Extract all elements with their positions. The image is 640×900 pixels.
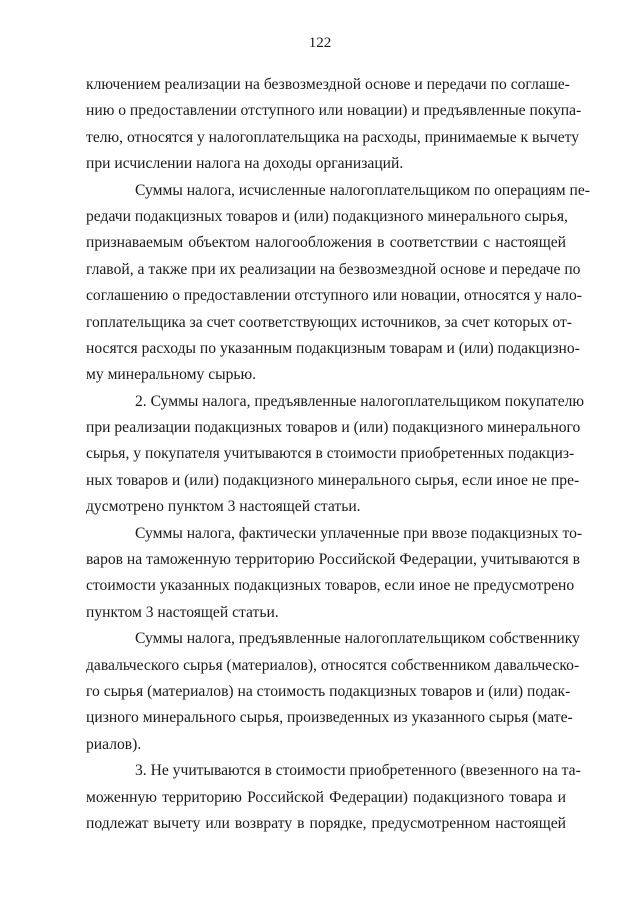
paragraph [86, 758, 581, 837]
text-line: Суммы налога, исчисленные налогоплательщиком по операциям пе- [135, 181, 590, 199]
text-line: давальческого сырья (материалов), относятся собственником давальческо- [86, 656, 580, 674]
text-line: варов на таможенную территорию Российской Федерации, учитываются в [86, 551, 580, 569]
text-line: редачи подакцизных товаров и (или) подакцизного минерального сырья, [86, 207, 568, 225]
text-line: соглашению о предоставлении отступного или новации, относятся у нало- [86, 287, 582, 305]
text-line: Суммы налога, фактически уплаченные при ввозе подакцизных то- [135, 524, 583, 542]
text-line: 3. Не учитываются в стоимости приобретенного (ввезенного на та- [135, 762, 581, 780]
text-line: сырья, у покупателя учитываются в стоимости приобретенных подакциз- [86, 445, 575, 463]
text-line: моженную территорию Российской Федерации) подакцизного товара и [86, 788, 566, 806]
text-line: подлежат вычету или возврату в порядке, предусмотренном настоящей [86, 814, 566, 832]
text-line: пунктом 3 настоящей статьи. [86, 603, 279, 621]
paragraph [86, 521, 583, 627]
text-line: гоплательщика за счет соответствующих источников, за счет которых от- [86, 313, 572, 331]
paragraph [86, 389, 585, 521]
text-line: телю, относятся у налогоплательщика на расходы, принимаемые к вычету [86, 128, 580, 146]
paragraph [86, 72, 582, 178]
text-line: цизного минерального сырья, произведенных из указанного сырья (мате- [86, 709, 573, 727]
text-line: Суммы налога, предъявленные налогоплательщиком собственнику [135, 630, 580, 648]
text-line: дусмотрено пунктом 3 настоящей статьи. [86, 498, 361, 516]
text-line: 2. Суммы налога, предъявленные налогоплательщиком покупателю [135, 392, 585, 410]
text-line: при реализации подакцизных товаров и (или) подакцизного минерального [86, 419, 581, 437]
text-line: му минеральному сырью. [86, 366, 257, 384]
paragraph [86, 178, 590, 389]
text-line: нию о предоставлении отступного или новации) и предъявленные покупа- [86, 102, 582, 120]
document-body [86, 72, 590, 837]
text-line: при исчислении налога на доходы организаций. [86, 155, 404, 173]
text-line: ключением реализации на безвозмездной основе и передачи по соглаше- [86, 76, 570, 93]
text-line: ных товаров и (или) подакцизного минерального сырья, если иное не пре- [86, 471, 580, 489]
text-line: стоимости указанных подакцизных товаров, если иное не предусмотрено [86, 577, 575, 595]
text-line: признаваемым объектом налогообложения в соответствии с настоящей [86, 234, 566, 252]
paragraph [86, 626, 580, 758]
text-line: го сырья (материалов) на стоимость подакцизных товаров и (или) подак- [86, 682, 571, 700]
text-line: главой, а также при их реализации на безвозмездной основе и передаче по [86, 260, 581, 278]
text-line: риалов). [86, 735, 142, 753]
page-number: 122 [308, 35, 332, 51]
text-line: носятся расходы по указанным подакцизным товарам и (или) подакцизно- [86, 339, 580, 357]
